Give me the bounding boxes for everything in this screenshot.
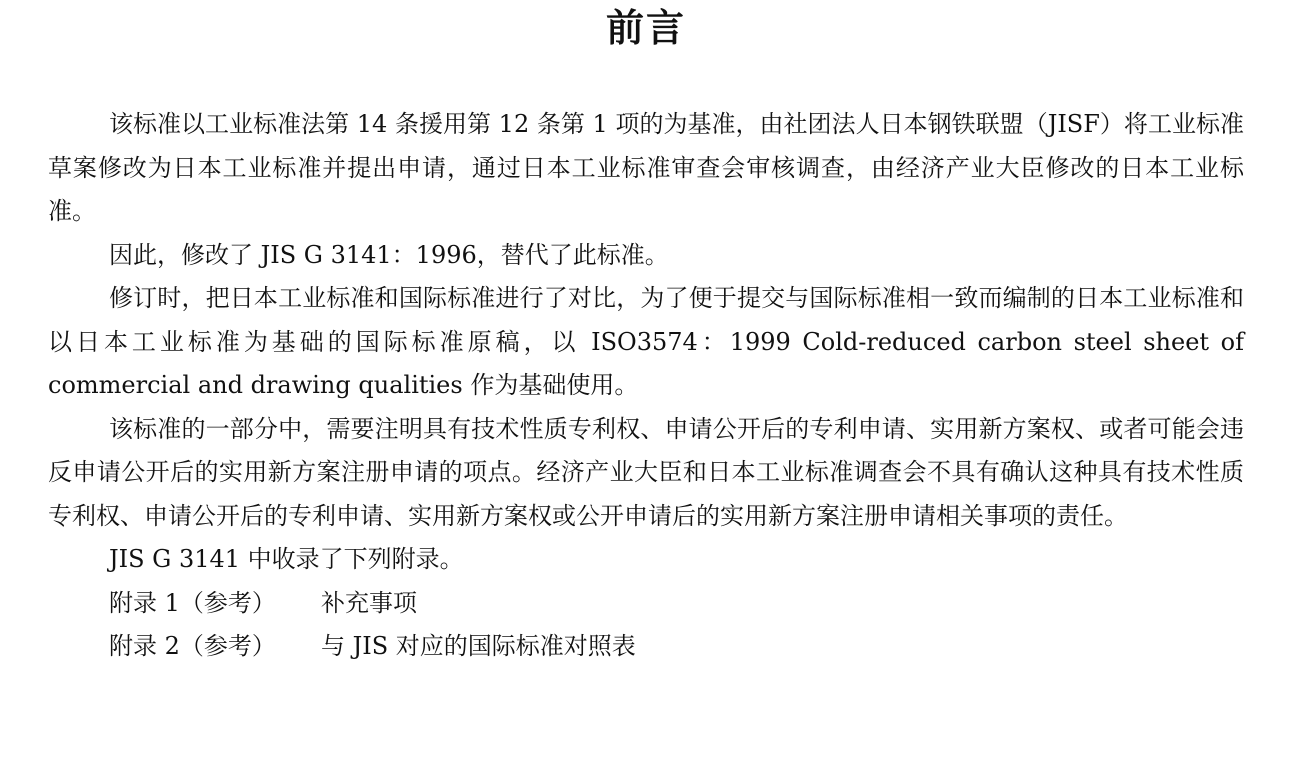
paragraph-revision: 修订时，把日本工业标准和国际标准进行了对比，为了便于提交与国际标准相一致而编制的日本工业标准和以日本工业标准为基础的国际标准原稿，以 ISO3574：1999 Cold-reduced carbon steel sheet of commercial and drawing qualities 作为基础使用。 (48, 284, 1244, 399)
appendix-title: 补充事项 (321, 588, 417, 617)
appendix-title: 与 JIS 对应的国际标准对照表 (321, 632, 636, 660)
paragraph-standard-basis: 该标准以工业标准法第 14 条援用第 12 条第 1 项的为基准，由社团法人日本钢铁联盟（JISF）将工业标准草案修改为日本工业标准并提出申请，通过日本工业标准审查会审核调查，由经济产业大臣修改的日本工业标准。 (48, 110, 1244, 225)
page-title: 前言 (605, 5, 686, 50)
appendix-label: 附录 2（参考） (109, 632, 276, 660)
paragraph-replacement: 因此，修改了 JIS G 3141：1996，替代了此标准。 (109, 240, 669, 269)
appendix-intro: JIS G 3141 中收录了下列附录。 (109, 545, 464, 573)
appendix-item (48, 625, 1244, 669)
document-body (48, 103, 1244, 669)
appendix-item (48, 582, 1244, 626)
paragraph-patent-notice: 该标准的一部分中，需要注明具有技术性质专利权、申请公开后的专利申请、实用新方案权、或者可能会违反申请公开后的实用新方案注册申请的项点。经济产业大臣和日本工业标准调查会不具有确认这种具有技术性质专利权、申请公开后的专利申请、实用新方案权或公开申请后的实用新方案注册申请相关事项的责任。 (48, 414, 1244, 530)
appendix-label: 附录 1（参考） (109, 588, 276, 617)
